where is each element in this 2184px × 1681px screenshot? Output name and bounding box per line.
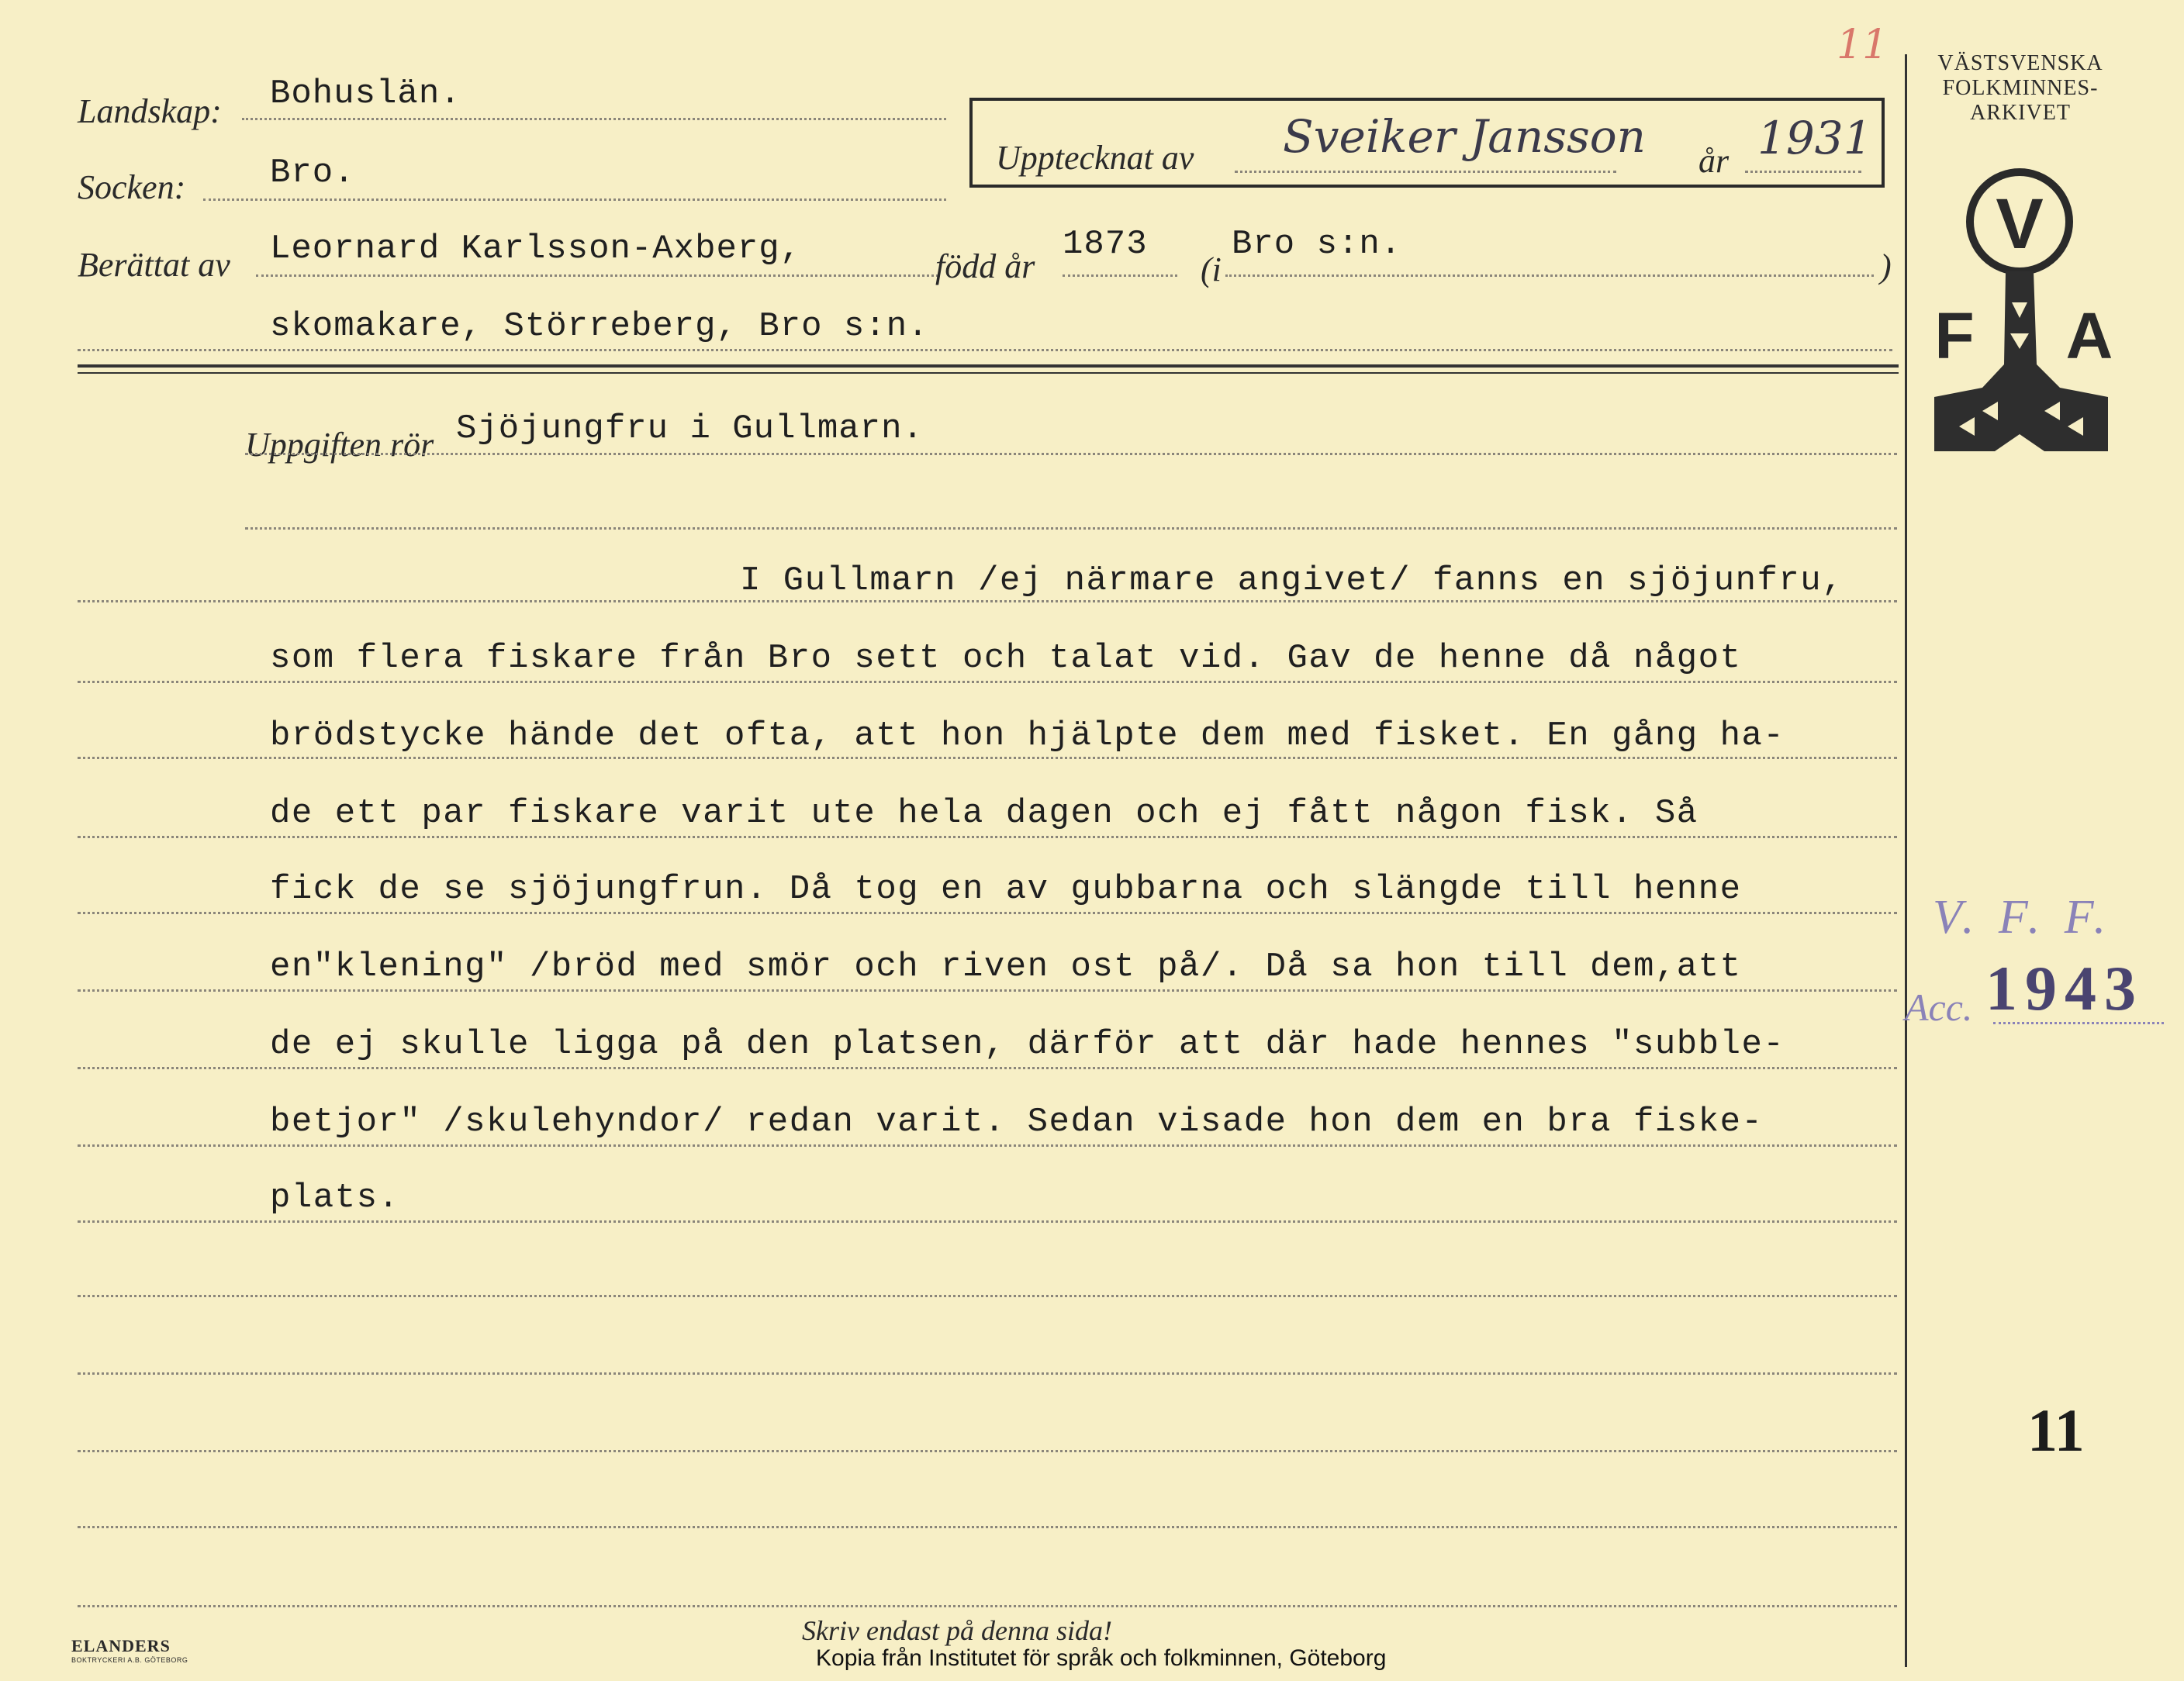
- landskap-label: Landskap:: [78, 92, 222, 130]
- year-label: år: [1698, 142, 1730, 180]
- body-dotline: [78, 681, 1897, 683]
- printer-mark: [71, 1636, 188, 1664]
- body-line-4: de ett par fiskare varit ute hela dagen och ej fått någon fisk. Så: [270, 794, 1698, 833]
- berattat-value: Leornard Karlsson-Axberg,: [270, 230, 802, 268]
- recorded-signature: Sveiker Jansson: [1283, 110, 1646, 163]
- header-rule-bottom: [78, 372, 1899, 374]
- fodd-dotline: [1063, 274, 1177, 277]
- body-dotline: [78, 1220, 1897, 1223]
- recorded-label: Upptecknat av: [996, 139, 1194, 177]
- year-dotline: [1745, 171, 1861, 173]
- body-dotline: [78, 912, 1897, 914]
- berattat-dotline: [256, 274, 938, 277]
- body-dotline: [78, 1295, 1897, 1297]
- berattat-label: Berättat av: [78, 246, 230, 284]
- recorded-box: [969, 98, 1885, 188]
- occupation-dotline: [78, 349, 1892, 351]
- stamp-vff: V. F. F.: [1933, 891, 2113, 944]
- birthplace-open: (i: [1201, 250, 1222, 288]
- body-line-5: fick de se sjöjungfrun. Då tog en av gubbarna och slängde till henne: [270, 870, 1742, 909]
- fodd-label: född år: [935, 247, 1035, 285]
- archive-name: [1923, 51, 2117, 126]
- recorded-dotline: [1235, 171, 1616, 173]
- subject-value: Sjöjungfru i Gullmarn.: [456, 409, 924, 448]
- subject-label-text: Uppgiften rör: [245, 426, 434, 464]
- body-line-2: som flera fiskare från Bro sett och talat vid. Gav de henne då något: [270, 639, 1742, 678]
- printer-name: ELANDERS: [71, 1636, 171, 1655]
- body-dotline: [78, 1526, 1897, 1528]
- body-line-6: en"klening" /bröd med smör och riven ost på/. Då sa hon till dem,att: [270, 948, 1742, 986]
- birthplace-value: Bro s:n.: [1232, 225, 1402, 264]
- landskap-value: Bohuslän.: [270, 74, 461, 113]
- page-number: 11: [2027, 1396, 2085, 1464]
- archive-name-line-2: FOLKMINNES-: [1942, 76, 2099, 100]
- logo-letter-v: V: [1996, 185, 2044, 264]
- birthplace-dotline: [1225, 274, 1874, 277]
- printer-sub: BOKTRYCKERI A.B. GÖTEBORG: [71, 1656, 188, 1664]
- stamp-dotline: [1993, 1022, 2164, 1024]
- logo-letter-f: F: [1934, 299, 1975, 372]
- year-value: 1931: [1757, 112, 1872, 164]
- logo-letter-a: A: [2065, 299, 2113, 372]
- stamp-acc-label: Acc.: [1905, 985, 1973, 1029]
- archive-name-line-3: ARKIVET: [1970, 101, 2071, 125]
- body-dotline: [78, 989, 1897, 992]
- body-line-7: de ej skulle ligga på den platsen, därför att där hade hennes "subble-: [270, 1025, 1785, 1064]
- copy-note: Kopia från Institutet för språk och folkminnen, Göteborg: [816, 1645, 1387, 1671]
- socken-label: Socken:: [78, 168, 186, 206]
- subject-label: [245, 425, 434, 464]
- subject-dotline: [245, 453, 1897, 455]
- body-line-9: plats.: [270, 1179, 400, 1217]
- occupation-value: skomakare, Störreberg, Bro s:n.: [270, 307, 929, 346]
- body-dotline: [78, 836, 1897, 838]
- body-dotline: [78, 1144, 1897, 1147]
- margin-rule: [1905, 54, 1907, 1667]
- body-line-8: betjor" /skulehyndor/ redan varit. Sedan visade hon dem en bra fiske-: [270, 1103, 1764, 1141]
- birthplace-close: ): [1880, 247, 1892, 285]
- stamp-acc-number: 1943: [1985, 953, 2144, 1023]
- body-dotline: [78, 1605, 1897, 1607]
- archive-logo: [1928, 155, 2122, 465]
- page-mark-handwritten: 11: [1837, 22, 1889, 68]
- body-dotline: [78, 600, 1897, 602]
- fodd-value: 1873: [1063, 225, 1148, 264]
- landskap-dotline: [242, 118, 946, 120]
- header-rule-top: [78, 364, 1899, 368]
- blank-dotline-1: [245, 527, 1897, 530]
- body-dotline: [78, 1372, 1897, 1375]
- body-dotline: [78, 757, 1897, 759]
- footer-instruction: Skriv endast på denna sida!: [802, 1615, 1112, 1646]
- archive-name-line-1: VÄSTSVENSKA: [1937, 51, 2103, 75]
- socken-value: Bro.: [270, 154, 355, 192]
- body-dotline: [78, 1067, 1897, 1069]
- body-dotline: [78, 1450, 1897, 1452]
- socken-dotline: [203, 198, 946, 201]
- body-line-3: brödstycke hände det ofta, att hon hjälpte dem med fisket. En gång ha-: [270, 716, 1785, 755]
- body-line-1: I Gullmarn /ej närmare angivet/ fanns en sjöjunfru,: [740, 561, 1844, 600]
